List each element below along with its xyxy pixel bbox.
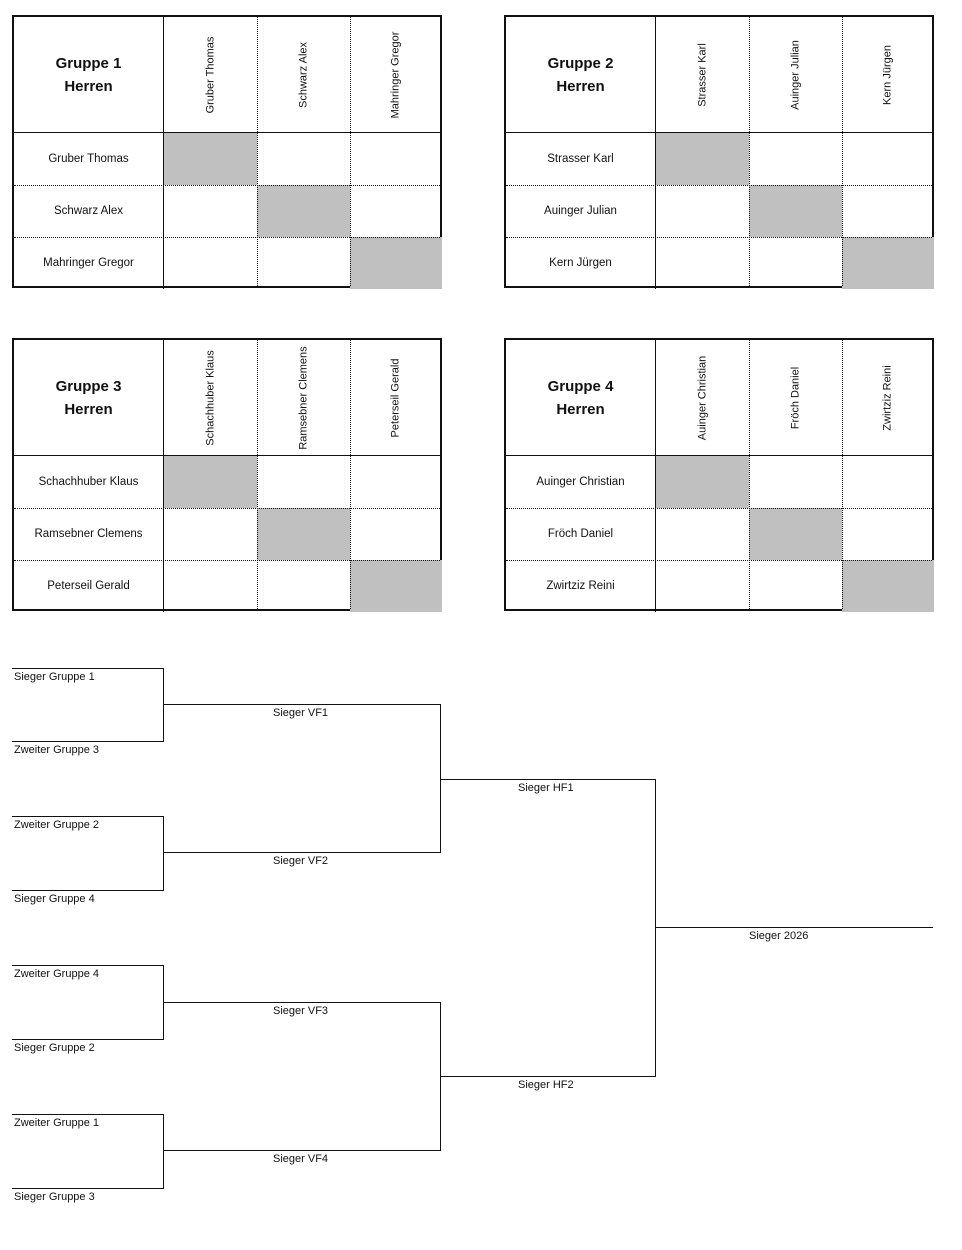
self-match-cell: [842, 237, 934, 289]
group-title-line2: Herren: [64, 400, 113, 418]
row-header: Gruber Thomas: [14, 133, 164, 185]
group-title-line1: Gruppe 3: [55, 377, 122, 395]
self-match-cell: [257, 185, 350, 237]
row-header: Auinger Christian: [506, 456, 656, 508]
row-header: Mahringer Gregor: [14, 237, 164, 289]
column-header-label: Schwarz Alex: [297, 41, 309, 108]
row-header: Ramsebner Clemens: [14, 508, 164, 560]
result-cell[interactable]: [257, 560, 350, 612]
result-cell[interactable]: [656, 508, 749, 560]
bracket-connector-r1: [163, 668, 164, 742]
bracket-line-r1: [12, 668, 164, 669]
result-cell[interactable]: [656, 185, 749, 237]
bracket-sf-label: Sieger HF1: [518, 782, 574, 794]
bracket-qf-label: Sieger VF3: [273, 1005, 329, 1017]
bracket-connector-sf: [655, 779, 656, 1077]
row-divider: [506, 185, 932, 186]
row-header: Peterseil Gerald: [14, 560, 164, 612]
column-divider: [842, 17, 843, 286]
column-header: [656, 340, 749, 456]
bracket-qf-label: Sieger VF4: [273, 1153, 329, 1165]
bracket-slot-label: Zweiter Gruppe 2: [14, 819, 99, 831]
bracket-line-sf: [440, 779, 656, 780]
result-cell[interactable]: [842, 185, 934, 237]
group-title-line1: Gruppe 1: [55, 54, 122, 72]
group-title-line1: Gruppe 4: [547, 377, 614, 395]
column-divider: [749, 17, 750, 286]
column-header: [164, 17, 257, 133]
group-table-1: [12, 15, 442, 288]
group-title: [14, 17, 164, 133]
bracket-slot-label: Sieger Gruppe 2: [14, 1042, 95, 1054]
result-cell[interactable]: [257, 237, 350, 289]
column-divider: [257, 17, 258, 286]
result-cell[interactable]: [350, 185, 442, 237]
bracket-line-r1: [12, 741, 164, 742]
column-header-label: Gruber Thomas: [204, 36, 216, 113]
row-header: Kern Jürgen: [506, 237, 656, 289]
group-title-line2: Herren: [64, 77, 113, 95]
self-match-cell: [656, 456, 749, 508]
bracket-slot-label: Sieger Gruppe 1: [14, 671, 95, 683]
bracket-qf-label: Sieger VF2: [273, 855, 329, 867]
column-header-label: Auinger Christian: [696, 355, 708, 440]
result-cell[interactable]: [749, 560, 842, 612]
result-cell[interactable]: [842, 456, 934, 508]
column-header-label: Ramsebner Clemens: [297, 345, 309, 450]
column-header: [656, 17, 749, 133]
bracket-sf-label: Sieger HF2: [518, 1079, 574, 1091]
bracket-final-label: Sieger 2026: [749, 930, 809, 942]
group-table-4: [504, 338, 934, 611]
bracket-connector-r1: [163, 1114, 164, 1189]
column-header: [350, 340, 442, 456]
group-title: [506, 340, 656, 456]
self-match-cell: [350, 560, 442, 612]
group-title-line2: Herren: [556, 400, 605, 418]
result-cell[interactable]: [164, 237, 257, 289]
bracket-slot-label: Sieger Gruppe 3: [14, 1191, 95, 1203]
bracket-line-r1: [12, 816, 164, 817]
column-header: [842, 17, 934, 133]
result-cell[interactable]: [350, 456, 442, 508]
row-divider: [14, 560, 440, 561]
column-divider: [842, 340, 843, 609]
column-header-label: Auinger Julian: [789, 39, 801, 110]
self-match-cell: [350, 237, 442, 289]
bracket-slot-label: Zweiter Gruppe 3: [14, 744, 99, 756]
row-divider: [14, 237, 440, 238]
row-divider: [506, 237, 932, 238]
row-header: Schachhuber Klaus: [14, 456, 164, 508]
column-header: [350, 17, 442, 133]
result-cell[interactable]: [164, 508, 257, 560]
row-header: Zwirtziz Reini: [506, 560, 656, 612]
bracket-connector-r1: [163, 816, 164, 891]
row-divider: [14, 508, 440, 509]
group-table-2: [504, 15, 934, 288]
column-header-label: Fröch Daniel: [789, 366, 801, 429]
result-cell[interactable]: [749, 456, 842, 508]
bracket-line-qf: [163, 704, 441, 705]
self-match-cell: [749, 185, 842, 237]
group-title: [14, 340, 164, 456]
result-cell[interactable]: [350, 508, 442, 560]
column-header-label: Kern Jürgen: [881, 44, 894, 105]
bracket-qf-label: Sieger VF1: [273, 707, 329, 719]
bracket-line-r1: [12, 965, 164, 966]
result-cell[interactable]: [257, 456, 350, 508]
result-cell[interactable]: [350, 133, 442, 185]
bracket-line-r1: [12, 1188, 164, 1189]
row-header: Schwarz Alex: [14, 185, 164, 237]
result-cell[interactable]: [749, 133, 842, 185]
self-match-cell: [842, 560, 934, 612]
column-divider: [350, 340, 351, 609]
result-cell[interactable]: [656, 560, 749, 612]
result-cell[interactable]: [257, 133, 350, 185]
result-cell[interactable]: [164, 185, 257, 237]
column-header: [842, 340, 934, 456]
bracket-line-r1: [12, 1039, 164, 1040]
column-header: [749, 340, 842, 456]
bracket-line-qf: [163, 1002, 441, 1003]
result-cell[interactable]: [749, 237, 842, 289]
row-header: Strasser Karl: [506, 133, 656, 185]
bracket-slot-label: Sieger Gruppe 4: [14, 893, 95, 905]
row-divider: [506, 560, 932, 561]
group-title-line2: Herren: [556, 77, 605, 95]
column-header: [257, 340, 350, 456]
self-match-cell: [749, 508, 842, 560]
column-header-label: Peterseil Gerald: [389, 358, 402, 437]
bracket-slot-label: Zweiter Gruppe 4: [14, 968, 99, 980]
group-table-3: [12, 338, 442, 611]
bracket-line-r1: [12, 1114, 164, 1115]
row-divider: [14, 185, 440, 186]
self-match-cell: [164, 133, 257, 185]
column-divider: [350, 17, 351, 286]
bracket-line-sf: [440, 1076, 656, 1077]
result-cell[interactable]: [842, 133, 934, 185]
column-divider: [257, 340, 258, 609]
result-cell[interactable]: [164, 560, 257, 612]
column-header-label: Schachhuber Klaus: [204, 349, 216, 446]
row-divider: [506, 508, 932, 509]
row-header: Auinger Julian: [506, 185, 656, 237]
group-title: [506, 17, 656, 133]
result-cell[interactable]: [656, 237, 749, 289]
self-match-cell: [164, 456, 257, 508]
result-cell[interactable]: [842, 508, 934, 560]
bracket-line-qf: [163, 852, 441, 853]
column-header-label: Strasser Karl: [696, 42, 708, 107]
group-title-line1: Gruppe 2: [547, 54, 614, 72]
bracket-line-qf: [163, 1150, 441, 1151]
self-match-cell: [656, 133, 749, 185]
column-header: [257, 17, 350, 133]
bracket-slot-label: Zweiter Gruppe 1: [14, 1117, 99, 1129]
bracket-line-r1: [12, 890, 164, 891]
column-divider: [749, 340, 750, 609]
column-header: [749, 17, 842, 133]
row-header: Fröch Daniel: [506, 508, 656, 560]
column-header-label: Zwirtziz Reini: [881, 364, 894, 431]
column-header-label: Mahringer Gregor: [389, 31, 402, 118]
bracket-line-final: [655, 927, 933, 928]
column-header: [164, 340, 257, 456]
self-match-cell: [257, 508, 350, 560]
